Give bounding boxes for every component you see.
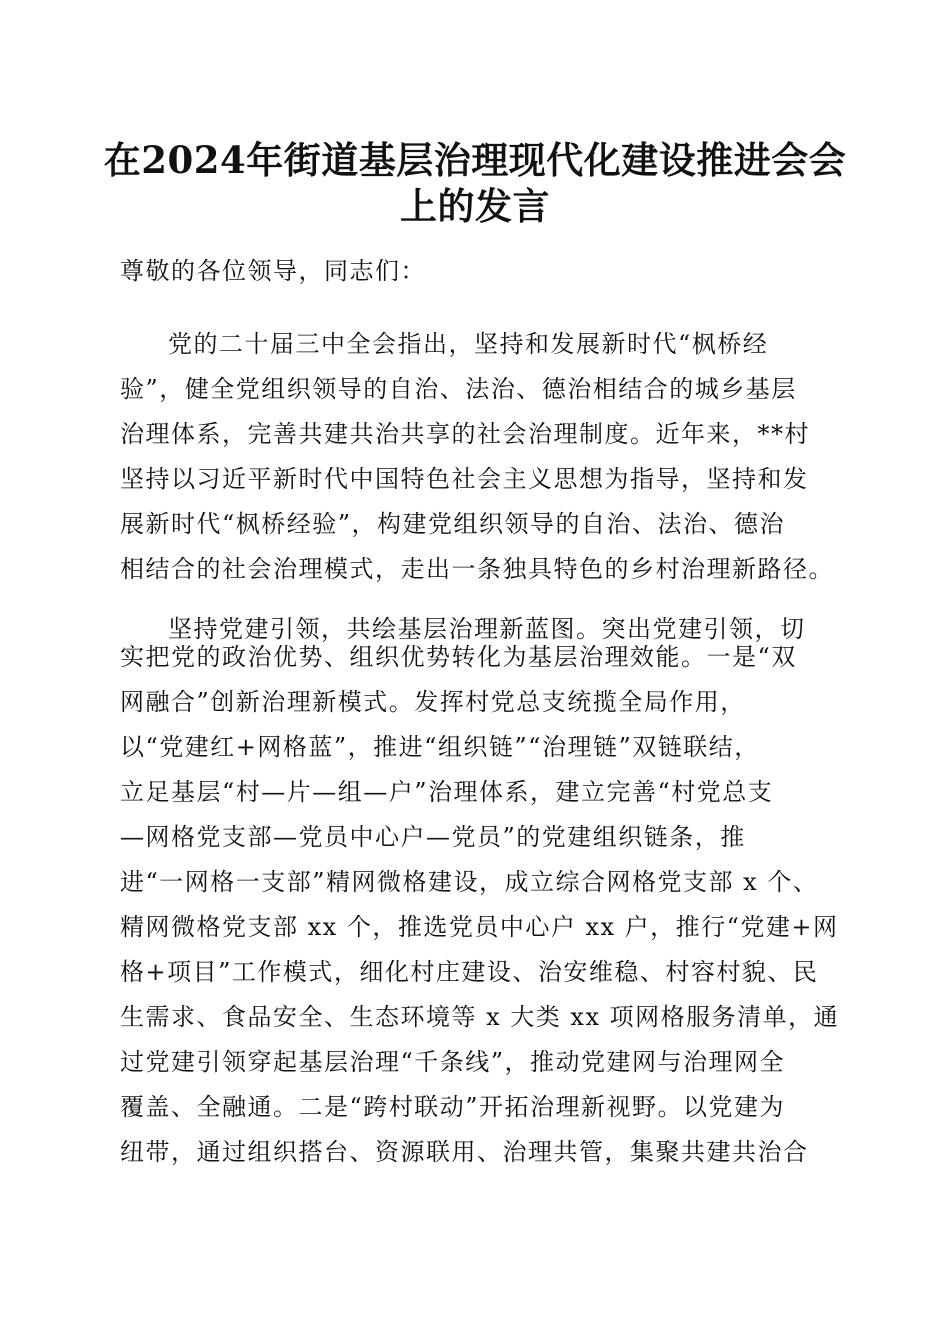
paragraph-2-line: 精网微格党支部 xx 个，推选党员中心户 xx 户，推行“党建+网 <box>120 913 839 941</box>
paragraph-2-line: 立足基层“村—片—组—户”治理体系，建立完善“村党总支 <box>120 778 774 806</box>
salutation: 尊敬的各位领导，同志们： <box>120 257 426 285</box>
document-title-line-1: 在2024年街道基层治理现代化建设推进会会 <box>103 138 847 182</box>
paragraph-2-line: 过党建引领穿起基层治理“千条线”，推动党建网与治理网全 <box>120 1048 786 1076</box>
paragraph-1-line: 党的二十届三中全会指出，坚持和发展新时代“枫桥经 <box>168 330 769 358</box>
paragraph-1-line: 展新时代“枫桥经验”，构建党组织领导的自治、法治、德治 <box>120 510 786 538</box>
paragraph-2-line: 覆盖、全融通。二是“跨村联动”开拓治理新视野。以党建为 <box>120 1093 786 1121</box>
paragraph-2-line: 实把党的政治优势、组织优势转化为基层治理效能。一是“双 <box>120 643 797 671</box>
paragraph-2-line: 格+项目”工作模式，细化村庄建设、治安维稳、村容村貌、民 <box>120 958 819 986</box>
paragraph-2-line: 纽带，通过组织搭台、资源联用、治理共管，集聚共建共治合 <box>120 1138 809 1166</box>
paragraph-1-line: 验”，健全党组织领导的自治、法治、德治相结合的城乡基层 <box>120 375 797 403</box>
paragraph-2-line: 以“党建红+网格蓝”，推进“组织链”“治理链”双链联结， <box>120 733 760 761</box>
paragraph-2-line: 网融合”创新治理新模式。发挥村党总支统揽全局作用， <box>120 688 746 716</box>
paragraph-2-line: 进“一网格一支部”精网微格建设，成立综合网格党支部 x 个、 <box>120 868 819 896</box>
paragraph-2-line: 生需求、食品安全、生态环境等 x 大类 xx 项网格服务清单，通 <box>120 1003 840 1031</box>
document-title-line-2: 上的发言 <box>400 184 550 228</box>
paragraph-2-line: —网格党支部—党员中心户—党员”的党建组织链条，推 <box>120 823 746 851</box>
paragraph-1-line: 坚持以习近平新时代中国特色社会主义思想为指导，坚持和发 <box>120 465 809 493</box>
paragraph-1-line: 治理体系，完善共建共治共享的社会治理制度。近年来，**村 <box>120 420 810 448</box>
paragraph-1-line: 相结合的社会治理模式，走出一条独具特色的乡村治理新路径。 <box>120 555 834 583</box>
paragraph-2-line: 坚持党建引领，共绘基层治理新蓝图。突出党建引领，切 <box>168 615 806 643</box>
